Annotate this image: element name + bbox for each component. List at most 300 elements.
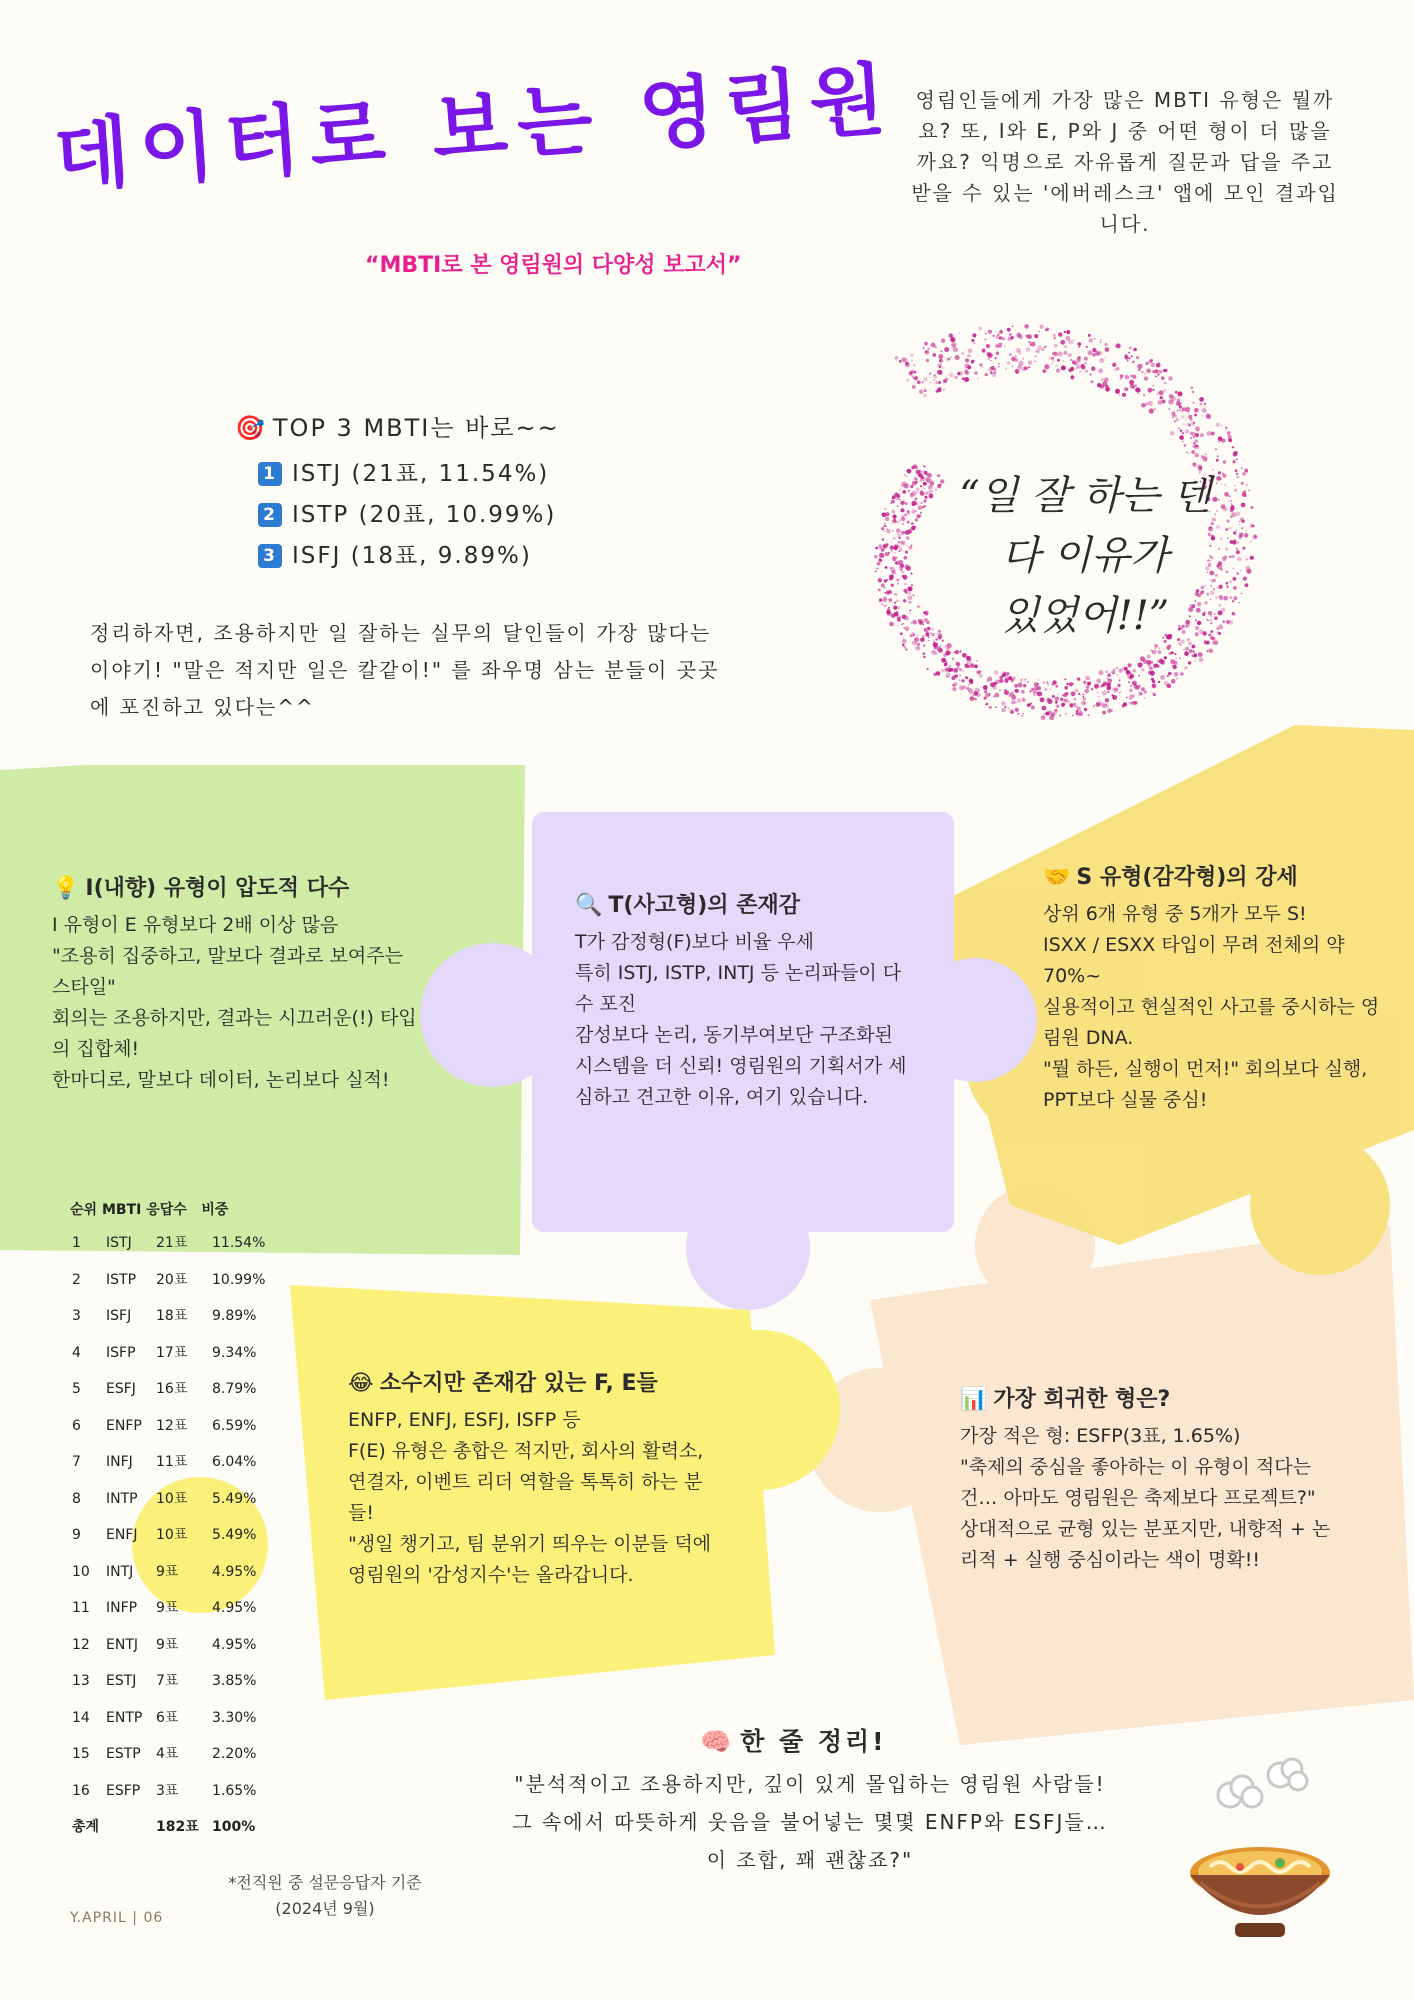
swirl-dot <box>892 510 896 514</box>
swirl-dot <box>1215 448 1217 450</box>
swirl-dot <box>1138 369 1140 371</box>
swirl-dot <box>883 544 888 549</box>
swirl-dot <box>882 512 887 517</box>
table-row <box>70 1554 290 1591</box>
swirl-dot <box>1160 675 1165 680</box>
swirl-dot <box>900 483 904 487</box>
swirl-dot <box>953 652 955 654</box>
card-line: 특히 ISTJ, ISTP, INTJ 등 논리파들이 다수 포진 <box>575 962 902 1015</box>
swirl-dot <box>995 357 997 359</box>
swirl-dot <box>1015 356 1017 358</box>
swirl-dot <box>912 385 916 389</box>
swirl-dot <box>971 339 974 342</box>
swirl-dot <box>926 359 929 362</box>
swirl-dot <box>1207 415 1211 419</box>
swirl-dot <box>1182 407 1186 411</box>
swirl-dot <box>891 614 895 618</box>
table-cell: 2 <box>72 1271 81 1288</box>
swirl-dot <box>1092 366 1093 367</box>
swirl-dot <box>1233 452 1238 457</box>
swirl-dot <box>1199 657 1204 662</box>
swirl-dot <box>979 327 983 331</box>
table-row <box>70 1481 290 1518</box>
swirl-dot <box>908 490 911 493</box>
swirl-dot <box>973 691 978 696</box>
swirl-dot <box>1079 371 1081 373</box>
swirl-dot <box>945 378 948 381</box>
swirl-dot <box>1014 358 1018 362</box>
swirl-dot <box>904 646 907 649</box>
table-cell: 2.20% <box>212 1746 257 1762</box>
swirl-dot <box>1068 353 1072 357</box>
swirl-dot <box>1010 693 1012 695</box>
table-cell: 11 <box>72 1600 90 1616</box>
table-header <box>70 1195 290 1225</box>
footnote-line: *전직원 중 설문응답자 기준 <box>228 1873 422 1892</box>
swirl-dot <box>978 690 980 692</box>
swirl-dot <box>1106 686 1111 691</box>
swirl-dot <box>1181 415 1184 418</box>
swirl-dot <box>1132 361 1135 364</box>
swirl-dot <box>998 363 1000 365</box>
swirl-dot <box>902 639 907 644</box>
swirl-dot <box>1183 423 1185 425</box>
swirl-dot <box>1194 453 1199 458</box>
top3-item-text: ISFJ (18표, 9.89%) <box>292 543 532 569</box>
swirl-dot <box>957 667 959 669</box>
table-cell: 6.04% <box>212 1454 257 1470</box>
swirl-dot <box>970 692 973 695</box>
swirl-dot <box>892 519 896 523</box>
swirl-dot <box>899 565 904 570</box>
swirl-dot <box>974 342 976 344</box>
swirl-dot <box>1193 402 1195 404</box>
swirl-dot <box>1015 701 1017 703</box>
swirl-dot <box>1164 382 1167 385</box>
swirl-dot <box>1133 387 1135 389</box>
swirl-dot <box>1184 666 1187 669</box>
swirl-dot <box>1173 665 1175 667</box>
swirl-dot <box>1153 693 1156 696</box>
introvert-card <box>52 873 422 1096</box>
swirl-dot <box>1194 660 1196 662</box>
swirl-dot <box>1187 423 1191 427</box>
swirl-dot <box>990 372 993 375</box>
top3-item <box>258 537 532 570</box>
swirl-dot <box>913 594 915 596</box>
swirl-dot <box>907 591 910 594</box>
swirl-dot <box>1078 693 1080 695</box>
swirl-dot <box>915 466 918 469</box>
swirl-dot <box>962 653 966 657</box>
swirl-dot <box>1144 373 1146 375</box>
swirl-dot <box>1119 691 1122 694</box>
swirl-dot <box>1078 346 1080 348</box>
swirl-dot <box>1174 661 1178 665</box>
swirl-dot <box>1148 666 1152 670</box>
table-cell: 11.54% <box>212 1235 266 1251</box>
swirl-dot <box>1193 436 1195 438</box>
swirl-dot <box>1163 369 1166 372</box>
sensing-card <box>1043 862 1383 1116</box>
swirl-dot <box>968 679 970 681</box>
swirl-dot <box>1158 650 1162 654</box>
swirl-dot <box>897 583 899 585</box>
swirl-dot <box>1232 446 1234 448</box>
swirl-dot <box>1009 333 1012 336</box>
swirl-dot <box>940 373 941 374</box>
swirl-dot <box>1084 357 1088 361</box>
swirl-dot <box>944 347 949 352</box>
swirl-dot <box>1141 403 1146 408</box>
swirl-dot <box>928 348 930 350</box>
swirl-dot <box>1128 681 1130 683</box>
swirl-dot <box>913 364 915 366</box>
swirl-dot <box>1078 342 1082 346</box>
table-row <box>70 1408 290 1445</box>
swirl-dot <box>1017 682 1022 687</box>
swirl-dot <box>892 557 896 561</box>
table-cell: ESFP <box>106 1782 141 1799</box>
swirl-dot <box>1035 361 1036 362</box>
swirl-dot <box>931 650 936 655</box>
swirl-dot <box>984 690 987 693</box>
swirl-dot <box>906 536 909 539</box>
swirl-dot <box>1129 346 1132 349</box>
swirl-dot <box>1045 712 1048 715</box>
swirl-dot <box>915 642 916 643</box>
swirl-dot <box>1174 420 1177 423</box>
swirl-dot <box>1004 706 1006 708</box>
swirl-dot <box>1097 692 1098 693</box>
swirl-dot <box>910 485 913 488</box>
swirl-dot <box>1133 348 1137 352</box>
swirl-dot <box>887 592 890 595</box>
swirl-dot <box>1002 337 1005 340</box>
swirl-dot <box>965 676 968 679</box>
swirl-dot <box>914 637 919 642</box>
swirl-dot <box>1136 356 1139 359</box>
swirl-dot <box>1028 366 1030 368</box>
swirl-dot <box>885 525 887 527</box>
swirl-dot <box>1035 356 1036 357</box>
swirl-dot <box>896 528 901 533</box>
swirl-dot <box>1129 689 1132 692</box>
swirl-dot <box>1140 693 1142 695</box>
page-label: Y.APRIL | 06 <box>70 1910 164 1926</box>
swirl-dot <box>1037 345 1042 350</box>
rare-card <box>960 1384 1340 1576</box>
swirl-dot <box>1007 361 1011 365</box>
swirl-dot <box>1184 444 1187 447</box>
swirl-dot <box>1152 389 1154 391</box>
swirl-dot <box>902 523 904 525</box>
swirl-dot <box>911 466 914 469</box>
swirl-dot <box>974 665 978 669</box>
swirl-dot <box>882 538 884 540</box>
swirl-dot <box>907 595 912 600</box>
swirl-dot <box>906 545 908 547</box>
swirl-dot <box>1107 691 1109 693</box>
swirl-dot <box>1022 713 1024 715</box>
swirl-dot <box>1065 713 1067 715</box>
swirl-dot <box>967 365 971 369</box>
swirl-dot <box>1169 652 1172 655</box>
quote-line: 있었어!!” <box>1000 593 1170 639</box>
swirl-dot <box>1114 369 1116 371</box>
swirl-dot <box>896 521 898 523</box>
swirl-dot <box>1188 453 1189 454</box>
closing-line: "분석적이고 조용하지만, 깊이 있게 몰입하는 영림원 사람들! <box>514 1772 1106 1796</box>
swirl-dot <box>1099 358 1104 363</box>
swirl-dot <box>883 598 887 602</box>
swirl-dot <box>1135 384 1137 386</box>
swirl-dot <box>1209 649 1214 654</box>
swirl-dot <box>1186 452 1188 454</box>
swirl-dot <box>891 523 892 524</box>
swirl-dot <box>899 360 902 363</box>
swirl-dot <box>1225 427 1227 429</box>
swirl-dot <box>1055 365 1057 367</box>
table-cell: 1.65% <box>212 1782 257 1799</box>
swirl-dot <box>904 531 906 533</box>
swirl-dot <box>1128 671 1131 674</box>
swirl-dot <box>1158 362 1160 364</box>
swirl-dot <box>1188 415 1192 419</box>
swirl-dot <box>1016 371 1019 374</box>
swirl-dot <box>887 599 889 601</box>
swirl-dot <box>1223 460 1226 463</box>
swirl-dot <box>1133 669 1136 672</box>
swirl-dot <box>1149 359 1153 363</box>
swirl-dot <box>948 668 952 672</box>
swirl-dot <box>1125 375 1130 380</box>
swirl-dot <box>952 657 955 660</box>
swirl-dot <box>911 360 913 362</box>
swirl-dot <box>1088 350 1093 355</box>
swirl-dot <box>915 518 919 522</box>
swirl-dot <box>972 333 976 337</box>
swirl-dot <box>901 508 905 512</box>
swirl-dot <box>995 706 997 708</box>
swirl-dot <box>911 584 913 586</box>
swirl-dot <box>1084 680 1087 683</box>
swirl-dot <box>1218 441 1220 443</box>
swirl-dot <box>950 356 952 358</box>
swirl-dot <box>1129 702 1132 705</box>
swirl-dot <box>959 675 961 677</box>
swirl-dot <box>1176 418 1179 421</box>
swirl-dot <box>1160 396 1163 399</box>
table-cell: 10표 <box>156 1490 188 1507</box>
swirl-dot <box>914 643 916 645</box>
swirl-dot <box>1069 703 1073 707</box>
table-cell: 6 <box>72 1417 81 1434</box>
page-subtitle: “MBTI로 본 영림원의 다양성 보고서” <box>365 253 742 278</box>
swirl-dot <box>1048 684 1049 685</box>
swirl-dot <box>1130 375 1133 378</box>
swirl-dot <box>907 513 910 516</box>
swirl-dot <box>910 573 912 575</box>
swirl-dot <box>885 517 889 521</box>
swirl-dot <box>1004 346 1006 348</box>
swirl-dot <box>1077 707 1081 711</box>
swirl-dot <box>932 353 936 357</box>
swirl-dot <box>1026 334 1030 338</box>
swirl-dot <box>893 515 897 519</box>
swirl-dot <box>1175 391 1178 394</box>
swirl-dot <box>902 637 904 639</box>
swirl-dot <box>1171 660 1172 661</box>
swirl-dot <box>977 378 979 380</box>
swirl-dot <box>1196 445 1199 448</box>
swirl-dot <box>946 676 948 678</box>
swirl-dot <box>1174 653 1176 655</box>
swirl-dot <box>1178 427 1180 429</box>
swirl-dot <box>905 626 910 631</box>
card-line: T가 감정형(F)보다 비율 우세 <box>575 931 815 953</box>
swirl-dot <box>1010 336 1014 340</box>
swirl-dot <box>1011 679 1013 681</box>
swirl-dot <box>1110 709 1113 712</box>
table-row <box>70 1262 290 1299</box>
table-cell: 5 <box>72 1381 81 1397</box>
swirl-dot <box>935 381 938 384</box>
steam-icon <box>1218 1759 1307 1807</box>
swirl-dot <box>891 541 893 543</box>
swirl-dot <box>879 598 882 601</box>
swirl-dot <box>1117 684 1120 687</box>
swirl-dot <box>1250 556 1254 560</box>
swirl-dot <box>1193 463 1194 464</box>
swirl-dot <box>1168 376 1173 381</box>
swirl-dot <box>879 553 884 558</box>
swirl-dot <box>977 670 980 673</box>
swirl-dot <box>995 693 1000 698</box>
swirl-dot <box>949 333 954 338</box>
swirl-dot <box>1076 712 1079 715</box>
table-header-cell: MBTI <box>101 1202 142 1218</box>
swirl-dot <box>1091 688 1094 691</box>
swirl-dot <box>1131 701 1134 704</box>
swirl-dot <box>1180 430 1182 432</box>
swirl-dot <box>1144 698 1145 699</box>
swirl-dot <box>951 676 955 680</box>
swirl-dot <box>1206 650 1208 652</box>
swirl-dot <box>1004 679 1008 683</box>
swirl-dot <box>1062 705 1064 707</box>
swirl-dot <box>915 646 920 651</box>
swirl-dot <box>1129 358 1131 360</box>
swirl-dot <box>903 500 906 503</box>
swirl-dot <box>1133 683 1136 686</box>
table-cell: 13 <box>72 1673 90 1689</box>
swirl-dot <box>1047 699 1052 704</box>
swirl-dot <box>1250 541 1252 543</box>
swirl-dot <box>1050 689 1051 690</box>
swirl-dot <box>1168 408 1170 410</box>
swirl-dot <box>1108 679 1110 681</box>
swirl-dot <box>1077 365 1081 369</box>
swirl-dot <box>1024 679 1026 681</box>
swirl-dot <box>1105 347 1110 352</box>
card-line: ISXX / ESXX 타입이 무려 전체의 약 70%~ <box>1043 934 1345 987</box>
swirl-dot <box>1101 684 1104 687</box>
swirl-dot <box>987 677 992 682</box>
swirl-dot <box>884 592 886 594</box>
swirl-dot <box>953 668 958 673</box>
swirl-dot <box>1188 413 1189 414</box>
table-cell: 3표 <box>156 1782 179 1799</box>
swirl-dot <box>1157 393 1159 395</box>
swirl-dot <box>1100 341 1102 343</box>
card-line: "뭘 하든, 실행이 먼저!" 회의보다 실행, PPT보다 실물 중심! <box>1043 1058 1368 1111</box>
swirl-dot <box>1116 667 1118 669</box>
swirl-dot <box>1062 366 1065 369</box>
swirl-dot <box>1057 706 1059 708</box>
swirl-dot <box>1046 681 1048 683</box>
swirl-dot <box>1072 683 1074 685</box>
table-cell: ESTJ <box>106 1673 137 1689</box>
swirl-dot <box>1152 692 1154 694</box>
swirl-dot <box>996 352 999 355</box>
swirl-dot <box>902 571 904 573</box>
swirl-dot <box>897 606 900 609</box>
swirl-dot <box>1057 359 1060 362</box>
swirl-dot <box>1037 691 1042 696</box>
swirl-dot <box>1127 360 1129 362</box>
top3-summary: 정리하자면, 조용하지만 일 잘하는 실무의 달인들이 가장 많다는 이야기! "말은 적지만 일은 칼같이!" 를 좌우명 삼는 분들이 곳곳에 포진하고 있다는^^ <box>90 621 720 719</box>
swirl-dot <box>914 371 917 374</box>
swirl-dot <box>1217 455 1220 458</box>
card-line: "생일 챙기고, 팀 분위기 띄우는 이분들 덕에 영림원의 '감성지수'는 올라갑니다. <box>348 1533 712 1586</box>
swirl-dot <box>998 366 1000 368</box>
swirl-dot <box>959 668 961 670</box>
noodle-bowl-illustration <box>1180 1755 1340 1955</box>
swirl-dot <box>985 333 987 335</box>
swirl-dot <box>1185 429 1190 434</box>
swirl-dot <box>904 583 906 585</box>
swirl-dot <box>1027 681 1029 683</box>
swirl-dot <box>1084 362 1087 365</box>
swirl-dot <box>959 650 961 652</box>
swirl-dot <box>1042 706 1047 711</box>
target-icon: 🎯 <box>235 414 267 442</box>
swirl-dot <box>1041 715 1046 720</box>
swirl-dot <box>929 382 931 384</box>
swirl-dot <box>1098 351 1102 355</box>
card-line: "축제의 중심을 좋아하는 이 유형이 적다는 건… 아마도 영림원은 축제보다 프로젝트?" <box>960 1456 1316 1509</box>
swirl-dot <box>1221 438 1225 442</box>
swirl-dot <box>938 354 943 359</box>
swirl-dot <box>1236 459 1238 461</box>
swirl-dot <box>1074 362 1078 366</box>
table-cell: 9 <box>72 1527 81 1543</box>
swirl-dot <box>1105 704 1107 706</box>
swirl-dot <box>893 606 897 610</box>
table-footnote <box>225 1870 425 1922</box>
swirl-dot <box>939 366 941 368</box>
swirl-dot <box>909 610 911 612</box>
table-cell: 3 <box>72 1308 81 1324</box>
swirl-dot <box>940 350 942 352</box>
swirl-dot <box>1115 389 1120 394</box>
swirl-dot <box>1052 360 1054 362</box>
swirl-dot <box>1159 659 1164 664</box>
swirl-dot <box>968 684 970 686</box>
swirl-dot <box>914 504 915 505</box>
swirl-dot <box>999 679 1003 683</box>
